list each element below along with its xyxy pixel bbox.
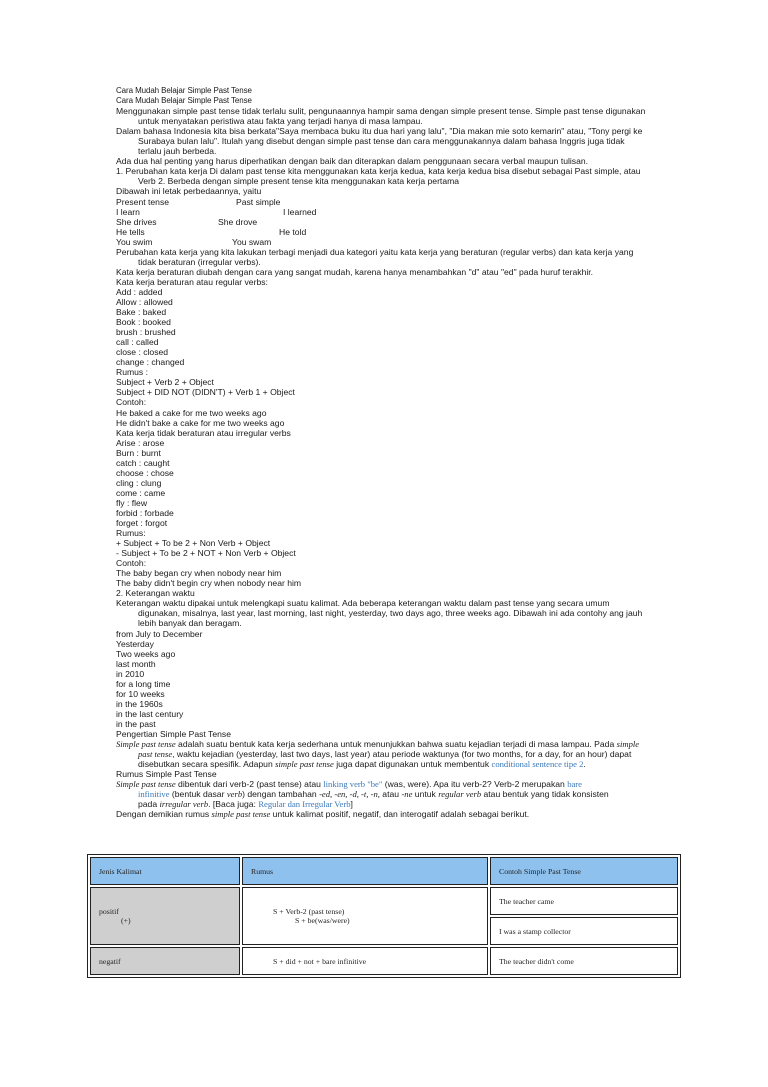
document-title-repeat: Cara Mudah Belajar Simple Past Tense bbox=[116, 96, 252, 106]
table-cell-example: The teacher didn't come bbox=[490, 947, 678, 975]
paragraph-line: Kata kerja tidak beraturan atau irregular verbs bbox=[116, 427, 291, 438]
rumus-text: atau bentuk yang tidak konsisten bbox=[481, 789, 609, 800]
section-heading: Rumus Simple Past Tense bbox=[116, 769, 217, 780]
row-sign-positif: (+) bbox=[121, 916, 131, 925]
closing-line bbox=[116, 809, 676, 819]
row-label-negatif: negatif bbox=[90, 947, 240, 975]
italic-term: simple bbox=[616, 739, 640, 750]
conditional-sentence-link[interactable]: conditional sentence tipe 2 bbox=[491, 759, 584, 770]
table-header-cell: Rumus bbox=[242, 857, 488, 885]
formula-line: Subject + DID NOT (DIDN'T) + Verb 1 + Object bbox=[116, 387, 295, 398]
list-item: for a long time bbox=[116, 678, 171, 689]
compare-header bbox=[116, 197, 676, 207]
compare-row bbox=[116, 237, 676, 247]
paragraph-line: Rumus: bbox=[116, 528, 146, 539]
definition-line bbox=[116, 749, 676, 759]
bare-infinitive-link[interactable]: infinitive bbox=[138, 789, 170, 800]
list-item: forbid : forbade bbox=[116, 507, 174, 518]
linking-verb-link[interactable]: linking verb "be" bbox=[323, 779, 383, 790]
paragraph-line: Verb 2. Berbeda dengan simple present tense kita menggunakan kata kerja pertama bbox=[138, 176, 460, 187]
compare-row bbox=[116, 207, 676, 217]
table-cell-label bbox=[90, 887, 240, 945]
example-line: He didn't bake a cake for me two weeks ago bbox=[116, 417, 285, 428]
closing-text: Dengan demikian rumus bbox=[116, 809, 212, 820]
rumus-text: (bentuk dasar bbox=[169, 789, 227, 800]
formula-line: + Subject + To be 2 + Non Verb + Object bbox=[116, 538, 271, 549]
rumus-table bbox=[87, 854, 681, 978]
list-item: forget : forgot bbox=[116, 518, 168, 529]
list-item: choose : chose bbox=[116, 467, 174, 478]
list-item: come : came bbox=[116, 487, 166, 498]
paragraph-line: Keterangan waktu dipakai untuk melengkapi suatu kalimat. Ada beberapa keterangan waktu dalam past tense yang secara umum bbox=[116, 598, 610, 609]
rumus-text: ) dengan tambahan bbox=[242, 789, 320, 800]
paragraph-line: Surabaya bulan lalu". Itulah yang disebut dengan simple past tense dan cara menggunakannya dalam bahasa Inggris juga tidak bbox=[138, 136, 625, 147]
document-title: Cara Mudah Belajar Simple Past Tense bbox=[116, 86, 252, 95]
italic-term: -ne bbox=[401, 789, 413, 800]
italic-term: simple past tense bbox=[211, 809, 271, 820]
paragraph-line: Kata kerja beraturan atau regular verbs: bbox=[116, 276, 268, 287]
compare-head-past: Past simple bbox=[236, 196, 281, 207]
compare-present: She drives bbox=[116, 216, 157, 227]
document-body bbox=[116, 86, 676, 819]
rumus-text: untuk bbox=[412, 789, 439, 800]
compare-past: She drove bbox=[218, 216, 258, 227]
rumus-positif-2: S + be(was/were) bbox=[295, 916, 350, 925]
bare-infinitive-link[interactable]: bare bbox=[567, 779, 582, 790]
paragraph-line: Menggunakan simple past tense tidak terlalu sulit, pengunaannya hampir sama dengan simple present tense. Simple past tense digunakan bbox=[116, 106, 646, 117]
rumus-text: (was, were). Apa itu verb-2? Verb-2 merupakan bbox=[382, 779, 568, 790]
table-row-positif bbox=[90, 887, 678, 915]
list-item: for 10 weeks bbox=[116, 688, 165, 699]
list-item: in the 1960s bbox=[116, 698, 163, 709]
closing-text: untuk kalimat positif, negatif, dan interogatif adalah sebagai berikut. bbox=[270, 809, 530, 820]
paragraph-line: Contoh: bbox=[116, 397, 147, 408]
paragraph-line: tidak beraturan (irregular verbs). bbox=[138, 256, 261, 267]
list-item: Burn : burnt bbox=[116, 447, 161, 458]
list-item: cling : clung bbox=[116, 477, 162, 488]
rumus-text: . [Baca juga: bbox=[208, 799, 259, 810]
rumus-negatif: S + did + not + bare infinitive bbox=[242, 947, 488, 975]
italic-term: verb bbox=[226, 789, 243, 800]
paragraph-line: untuk menyatakan peristiwa atau fakta yang terjadi hanya di masa lampau. bbox=[138, 116, 423, 127]
compare-past: I learned bbox=[283, 206, 317, 217]
paragraph-line: Dibawah ini letak perbedaannya, yaitu bbox=[116, 186, 262, 197]
paragraph-line: digunakan, misalnya, last year, last morning, last night, yesterday, two days ago, three weeks ago. Dibawah ini ada contohy ang jauh bbox=[138, 608, 643, 619]
compare-row bbox=[116, 227, 676, 237]
table-header-cell: Contoh Simple Past Tense bbox=[490, 857, 678, 885]
list-item: call : called bbox=[116, 337, 159, 348]
paragraph-line: Perubahan kata kerja yang kita lakukan terbagi menjadi dua kategori yaitu kata kerja yang beraturan (regular verbs) dan kata kerja yang bbox=[116, 246, 634, 257]
compare-present: You swim bbox=[116, 236, 153, 247]
compare-present: I learn bbox=[116, 206, 140, 217]
example-line: The baby began cry when nobody near him bbox=[116, 568, 282, 579]
italic-term: Simple past tense bbox=[116, 739, 176, 750]
paragraph-line: Dalam bahasa Indonesia kita bisa berkata"Saya membaca buku itu dua hari yang lalu", "Dia makan mie soto kemarin" atau, "Tony pergi ke bbox=[116, 126, 643, 137]
italic-term: past tense bbox=[138, 749, 173, 760]
list-item: close : closed bbox=[116, 347, 169, 358]
compare-past: He told bbox=[279, 226, 307, 237]
paragraph-line: terlalu jauh berbeda. bbox=[138, 146, 217, 157]
table-row-negatif bbox=[90, 947, 678, 975]
italic-term: irregular verb bbox=[159, 799, 209, 810]
rumus-text: dibentuk dari verb-2 (past tense) atau bbox=[175, 779, 324, 790]
compare-head-present: Present tense bbox=[116, 196, 170, 207]
table-header-cell: Jenis Kalimat bbox=[90, 857, 240, 885]
definition-text: adalah suatu bentuk kata kerja sederhana untuk menunjukkan bahwa suatu kejadian terjadi di masa lampau. Pada bbox=[175, 739, 617, 750]
list-item: catch : caught bbox=[116, 457, 170, 468]
definition-text: disebutkan secara spesifik. Adapun bbox=[138, 759, 276, 770]
regular-irregular-verb-link[interactable]: Regular dan Irregular Verb bbox=[258, 799, 351, 810]
definition-line bbox=[116, 739, 676, 749]
row-label-positif: positif bbox=[99, 907, 119, 916]
list-item: brush : brushed bbox=[116, 327, 176, 338]
list-item: fly : flew bbox=[116, 497, 148, 508]
compare-present: He tells bbox=[116, 226, 145, 237]
rumus-positif-1: S + Verb-2 (past tense) bbox=[273, 907, 345, 916]
rumus-text: atau bbox=[379, 789, 402, 800]
section-heading: Pengertian Simple Past Tense bbox=[116, 729, 231, 739]
paragraph-line: Ada dua hal penting yang harus diperhatikan dengan baik dan diterapkan dalam penggunaan secara verbal maupun tulisan. bbox=[116, 156, 589, 167]
list-item: change : changed bbox=[116, 357, 185, 368]
table-cell-rumus bbox=[242, 887, 488, 945]
rumus-text: pada bbox=[138, 799, 160, 810]
list-item: Arise : arose bbox=[116, 437, 165, 448]
example-line: The baby didn't begin cry when nobody near him bbox=[116, 578, 302, 589]
paragraph-line: lebih banyak dan beragam. bbox=[138, 618, 242, 629]
list-item: Yesterday bbox=[116, 638, 154, 649]
list-item: Book : booked bbox=[116, 317, 171, 328]
rumus-line bbox=[116, 789, 676, 799]
formula-line: Subject + Verb 2 + Object bbox=[116, 377, 214, 388]
italic-term: -ed, -en, -d, -t, -n, bbox=[319, 789, 380, 800]
list-item: in the past bbox=[116, 718, 156, 729]
compare-row bbox=[116, 217, 676, 227]
rumus-line bbox=[116, 799, 676, 809]
list-item: Add : added bbox=[116, 286, 163, 297]
list-item: in 2010 bbox=[116, 668, 145, 679]
italic-term: regular verb bbox=[438, 789, 482, 800]
italic-term: Simple past tense bbox=[116, 779, 176, 790]
section-heading: 2. Keterangan waktu bbox=[116, 588, 195, 599]
paragraph-line: Rumus : bbox=[116, 367, 148, 378]
table-cell-example: The teacher came bbox=[490, 887, 678, 915]
example-line: He baked a cake for me two weeks ago bbox=[116, 407, 267, 418]
table-cell-example: I was a stamp collector bbox=[490, 917, 678, 945]
list-item: in the last century bbox=[116, 708, 184, 719]
definition-line bbox=[116, 759, 676, 769]
definition-text: juga dapat digunakan untuk membentuk bbox=[333, 759, 492, 770]
paragraph-line: Contoh: bbox=[116, 558, 147, 569]
list-item: last month bbox=[116, 658, 156, 669]
list-item: from July to December bbox=[116, 628, 203, 639]
formula-line: - Subject + To be 2 + NOT + Non Verb + Object bbox=[116, 548, 296, 559]
paragraph-line: Kata kerja beraturan diubah dengan cara yang sangat mudah, karena hanya menambahkan "d" atau "ed" pada huruf terakhir. bbox=[116, 266, 594, 277]
rumus-line bbox=[116, 779, 676, 789]
compare-past: You swam bbox=[232, 236, 272, 247]
list-item: Two weeks ago bbox=[116, 648, 176, 659]
italic-term: simple past tense bbox=[275, 759, 334, 770]
definition-text: , waktu kejadian (yesterday, last two days, last year) atau periode waktunya (for two months, for a day, for an hour) dapat bbox=[172, 749, 632, 760]
definition-text: . bbox=[583, 759, 586, 770]
list-item: Allow : allowed bbox=[116, 296, 173, 307]
table-header-row bbox=[90, 857, 678, 885]
list-item: Bake : baked bbox=[116, 307, 167, 318]
paragraph-line: 1. Perubahan kata kerja Di dalam past tense kita menggunakan kata kerja kedua, kata kerja kedua bisa disebut sebagai Past simple, atau bbox=[116, 166, 641, 177]
rumus-text: ] bbox=[350, 799, 353, 810]
